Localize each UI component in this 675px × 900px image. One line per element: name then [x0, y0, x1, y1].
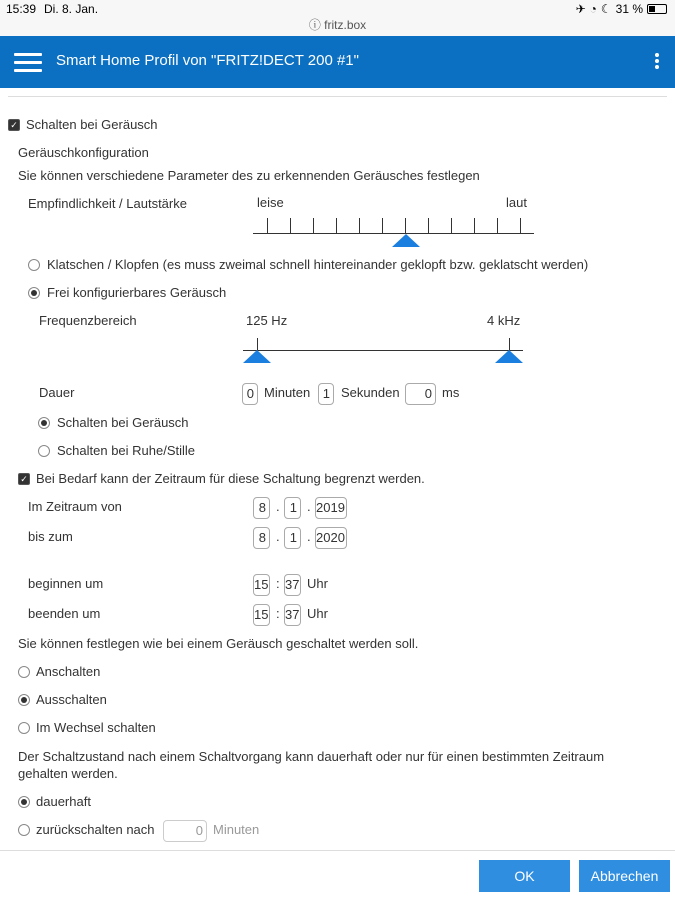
sensitivity-tick: [313, 218, 314, 233]
sensitivity-tick: [382, 218, 383, 233]
clap-radio[interactable]: [28, 259, 40, 271]
config-heading: Geräuschkonfiguration: [18, 145, 149, 160]
sensitivity-tick: [520, 218, 521, 233]
revert-radio[interactable]: [18, 824, 30, 836]
duration-seconds-unit: Sekunden: [341, 385, 400, 400]
sensitivity-tick: [336, 218, 337, 233]
free-noise-label: Frei konfigurierbares Geräusch: [47, 285, 227, 300]
start-time-unit: Uhr: [307, 576, 328, 591]
page-title: Smart Home Profil von "FRITZ!DECT 200 #1": [56, 52, 359, 69]
free-noise-radio[interactable]: [28, 287, 40, 299]
clap-label: Klatschen / Klopfen (es muss zweimal schnell hintereinander geklopft bzw. geklatscht werden): [47, 257, 589, 272]
info-icon: ⓘ: [308, 18, 321, 32]
airplane-icon: ✈: [575, 2, 586, 16]
start-hour-input[interactable]: 15: [253, 574, 270, 596]
permanent-label: dauerhaft: [36, 794, 91, 809]
mode-toggle-label: Im Wechsel schalten: [36, 720, 156, 735]
end-hour-input[interactable]: 15: [253, 604, 270, 626]
period-to-label: bis zum: [28, 529, 73, 544]
frequency-label: Frequenzbereich: [39, 313, 137, 328]
time-separator: :: [276, 576, 280, 591]
sensitivity-tick: [428, 218, 429, 233]
date-separator: .: [307, 499, 311, 514]
config-description: Sie können verschiedene Parameter des zu erkennenden Geräusches festlegen: [18, 168, 480, 183]
frequency-min-handle[interactable]: [243, 350, 271, 363]
state-description-line2: gehalten werden.: [18, 766, 118, 781]
sensitivity-slider[interactable]: [253, 215, 534, 247]
frequency-slider[interactable]: [243, 335, 523, 365]
status-date: Di. 8. Jan.: [44, 2, 99, 16]
cancel-button[interactable]: Abbrechen: [579, 860, 670, 892]
sensitivity-tick: [267, 218, 268, 233]
status-indicators: [576, 2, 667, 16]
limit-period-label: Bei Bedarf kann der Zeitraum für diese Schaltung begrenzt werden.: [36, 471, 425, 486]
duration-ms-unit: ms: [442, 385, 460, 400]
wifi-icon: ◔: [589, 2, 597, 16]
duration-minutes-unit: Minuten: [264, 385, 311, 400]
duration-minutes-input[interactable]: 0: [242, 383, 258, 405]
status-time: 15:39: [6, 2, 37, 16]
revert-minutes-input[interactable]: 0: [163, 820, 207, 842]
switch-mode-description: Sie können festlegen wie bei einem Geräusch geschaltet werden soll.: [18, 636, 419, 651]
enable-noise-checkbox[interactable]: ✓: [8, 119, 20, 131]
period-from-year-input[interactable]: 2019: [315, 497, 347, 519]
start-time-label: beginnen um: [28, 576, 104, 591]
period-to-month-input[interactable]: 1: [284, 527, 301, 549]
mode-toggle-radio[interactable]: [18, 722, 30, 734]
mode-on-label: Anschalten: [36, 664, 101, 679]
battery-icon: [647, 4, 667, 14]
period-from-day-input[interactable]: 8: [253, 497, 270, 519]
url-text: fritz.box: [324, 18, 367, 32]
period-to-year-input[interactable]: 2020: [315, 527, 347, 549]
switch-on-silence-label: Schalten bei Ruhe/Stille: [57, 443, 196, 458]
period-to-day-input[interactable]: 8: [253, 527, 270, 549]
duration-seconds-input[interactable]: 1: [318, 383, 334, 405]
battery-percent: 31 %: [615, 2, 643, 16]
button-bar-divider: [0, 850, 675, 851]
sensitivity-tick: [359, 218, 360, 233]
mode-off-label: Ausschalten: [36, 692, 107, 707]
mode-on-radio[interactable]: [18, 666, 30, 678]
time-separator: :: [276, 606, 280, 621]
hamburger-menu-icon[interactable]: [14, 53, 42, 73]
frequency-track: [243, 350, 523, 351]
switch-on-silence-radio[interactable]: [38, 445, 50, 457]
revert-minutes-unit: Minuten: [213, 822, 260, 837]
switch-on-noise-radio[interactable]: [38, 417, 50, 429]
battery-fill: [649, 6, 655, 12]
date-separator: .: [276, 529, 280, 544]
sensitivity-tick: [405, 218, 406, 233]
date-separator: .: [276, 499, 280, 514]
end-time-unit: Uhr: [307, 606, 328, 621]
sensitivity-tick: [474, 218, 475, 233]
ok-button[interactable]: OK: [479, 860, 570, 892]
moon-icon: ☾: [600, 2, 612, 16]
enable-noise-label: Schalten bei Geräusch: [26, 117, 158, 132]
date-separator: .: [307, 529, 311, 544]
frequency-min-label: 125 Hz: [246, 313, 288, 328]
sensitivity-tick: [451, 218, 452, 233]
state-description-line1: Der Schaltzustand nach einem Schaltvorgang kann dauerhaft oder nur für einen bestimmten Zeitraum: [18, 749, 605, 764]
sensitivity-handle[interactable]: [392, 234, 420, 247]
start-minute-input[interactable]: 37: [284, 574, 301, 596]
duration-label: Dauer: [39, 385, 75, 400]
sensitivity-tick: [290, 218, 291, 233]
duration-ms-input[interactable]: 0: [405, 383, 436, 405]
switch-on-noise-label: Schalten bei Geräusch: [57, 415, 189, 430]
limit-period-checkbox[interactable]: ✓: [18, 473, 30, 485]
more-options-icon[interactable]: [650, 51, 664, 73]
period-from-label: Im Zeitraum von: [28, 499, 122, 514]
end-minute-input[interactable]: 37: [284, 604, 301, 626]
sensitivity-tick: [497, 218, 498, 233]
sensitivity-min-label: leise: [257, 195, 284, 210]
divider: [8, 96, 667, 97]
frequency-max-label: 4 kHz: [487, 313, 521, 328]
mode-off-radio[interactable]: [18, 694, 30, 706]
revert-label: zurückschalten nach: [36, 822, 155, 837]
end-time-label: beenden um: [28, 606, 101, 621]
frequency-max-handle[interactable]: [495, 350, 523, 363]
sensitivity-max-label: laut: [506, 195, 527, 210]
sensitivity-label: Empfindlichkeit / Lautstärke: [28, 196, 187, 211]
period-from-month-input[interactable]: 1: [284, 497, 301, 519]
permanent-radio[interactable]: [18, 796, 30, 808]
url-bar[interactable]: [0, 16, 675, 33]
